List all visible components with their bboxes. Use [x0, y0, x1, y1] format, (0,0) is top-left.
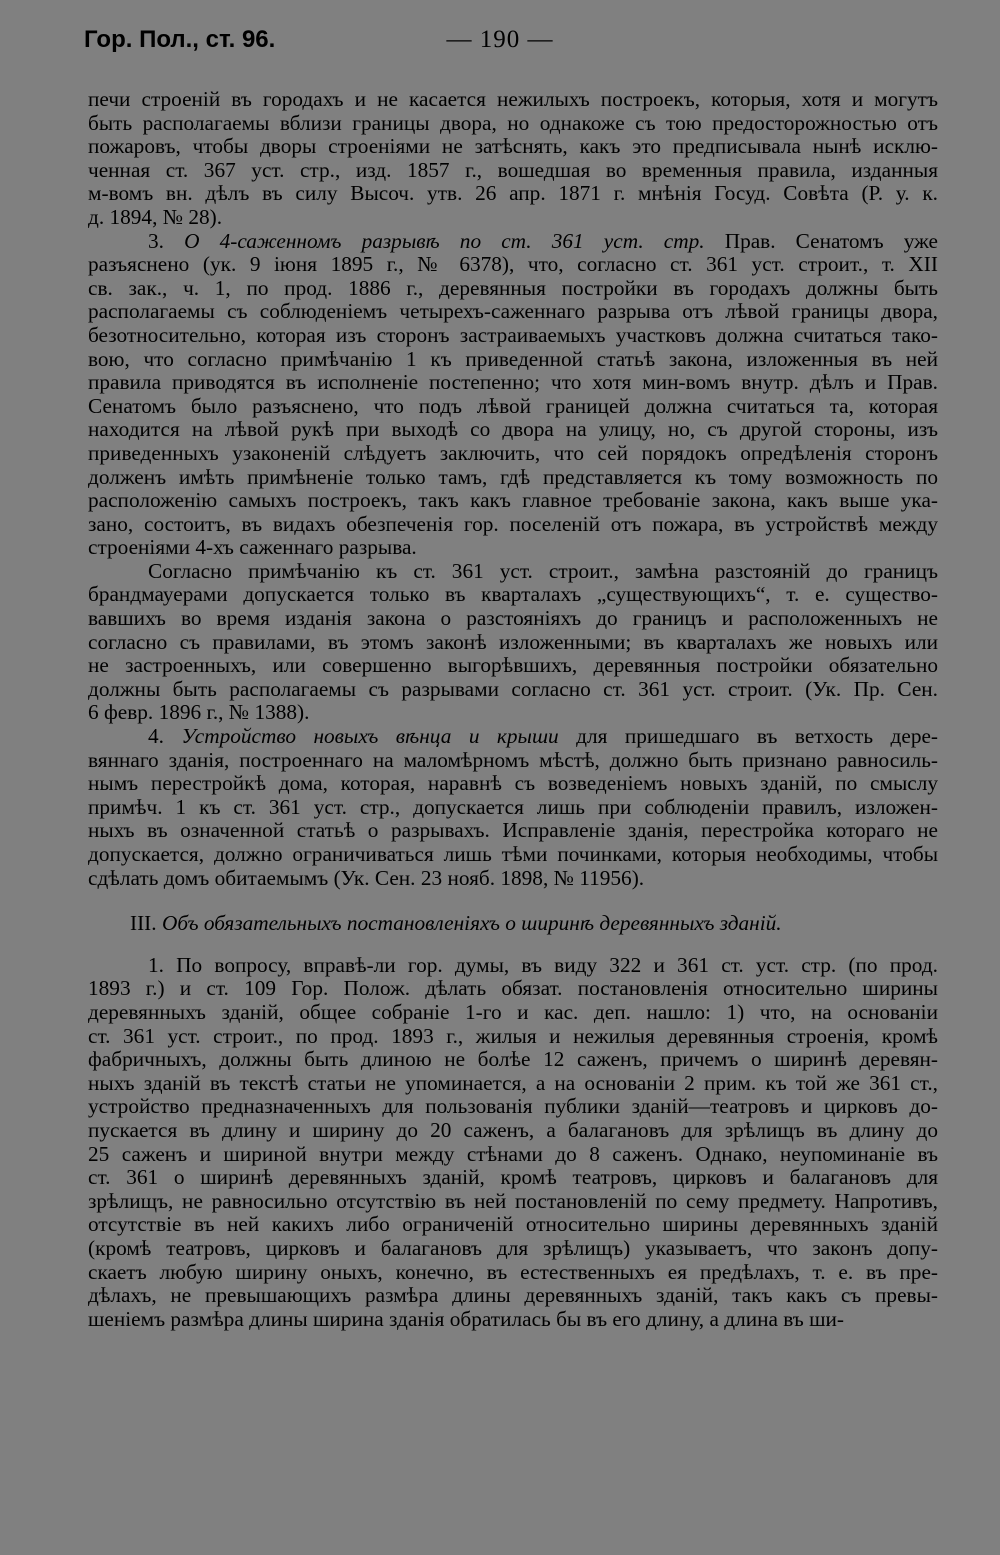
text-line: правила приводятся въ исполненіе постепенно; что хотя мин-вомъ внутр. дѣлъ и Прав. — [88, 370, 938, 395]
item-3-title: О 4-саженномъ разрывѣ по ст. 361 уст. стр. — [184, 228, 705, 253]
text-line: 4. Устройство новыхъ вѣнца и крыши для пришедшаго въ ветхость дере- — [148, 724, 939, 749]
text-line: Согласно примѣчанію къ ст. 361 уст. строит., замѣна разстояній до границъ — [148, 558, 938, 583]
text-line: св. зак., ч. 1, по прод. 1886 г., деревянныя постройки въ городахъ должны быть — [88, 275, 938, 300]
text-line: устройство предназначенныхъ для пользованія публики зданій—театровъ и цирковъ до- — [88, 1094, 938, 1119]
text-line: быть располагаемы вблизи границы двора, но однакоже съ тою предосторожностью отъ — [88, 110, 938, 135]
text-line: согласно съ правилами, въ этомъ законѣ изложенными; въ кварталахъ же новыхъ или — [88, 629, 938, 654]
section-title: Объ обязательныхъ постановленіяхъ о ширинѣ деревянныхъ зданій. — [161, 911, 782, 936]
text-line: расположенію самыхъ построекъ, такъ какъ главное требованіе закона, какъ выше ука- — [88, 488, 938, 513]
text-line: вою, что согласно примѣчанію 1 къ приведенной статьѣ закона, изложенныя въ ней — [88, 346, 938, 371]
text-line: (кромѣ театровъ, цирковъ и балагановъ для зрѣлищъ) указываетъ, что законъ допу- — [88, 1235, 938, 1260]
paragraph-note — [88, 560, 938, 725]
text-line: находится на лѣвой рукѣ при выходѣ со двора на улицу, но, съ другой стороны, изъ — [88, 417, 938, 442]
text-line: зрѣлищъ, не равносильно отсутствію въ ней постановленій по сему предмету. Напротивъ, — [88, 1188, 938, 1213]
text-line: зано, состоитъ, въ видахъ обезпеченія гор. поселеній отъ пожара, въ устройствѣ между — [88, 511, 938, 536]
paragraph-continued — [88, 88, 938, 230]
text-line: ныхъ зданій въ текстѣ статьи не упоминается, а на основаніи 2 прим. къ той же 361 ст., — [88, 1070, 938, 1095]
text-line: 1893 г.) и ст. 109 Гор. Полож. дѣлать обязат. постановленія относительно ширины — [88, 976, 938, 1001]
text-line: шеніемъ размѣра длины ширина зданія обратилась бы въ его длину, а длина въ ши- — [88, 1306, 845, 1331]
text-line: вавшихъ во время изданія закона о разстояніяхъ до границъ и расположенныхъ не — [88, 606, 938, 631]
text-line: печи строеній въ городахъ и не касается нежилыхъ построекъ, которыя, хотя и могутъ — [88, 87, 938, 111]
text-line: строеніями 4-хъ саженнаго разрыва. — [88, 535, 417, 560]
text-line: ныхъ въ означенной статьѣ о разрывахъ. Исправленіе зданія, перестройка котораго не — [88, 818, 938, 843]
text-line: располагаемы съ соблюденіемъ четырехъ-саженнаго разрыва отъ лѣвой границы двора, — [88, 299, 938, 324]
text-line: дѣлахъ, не превышающихъ размѣра длины деревянныхъ зданій, такъ какъ съ превы- — [88, 1283, 938, 1308]
page-number: — 190 — — [446, 26, 554, 53]
page-header — [0, 26, 1000, 62]
paragraph-item-4 — [88, 725, 938, 890]
section-heading: III. Объ обязательныхъ постановленіяхъ о ширинѣ деревянныхъ зданій. — [130, 911, 782, 936]
text-line: ченная ст. 367 уст. стр., изд. 1857 г., вошедшая во временныя правила, изданныя — [88, 157, 938, 182]
text-line: 1. По вопросу, вправѣ-ли гор. думы, въ виду 322 и 361 ст. уст. стр. (по прод. — [148, 952, 938, 977]
text-line: разъяснено (ук. 9 іюня 1895 г., № 6378), что, согласно ст. 361 уст. строит., т. XII — [88, 252, 938, 277]
text-line: ст. 361 о ширинѣ деревянныхъ зданій, кромѣ театровъ, цирковъ и балагановъ для — [88, 1165, 938, 1190]
text-line: брандмауерами допускается только въ кварталахъ „существующихъ“, т. е. существо- — [88, 582, 938, 607]
body-text — [88, 88, 938, 1331]
text-line: Сенатомъ было разъяснено, что подъ лѣвой границей должна считаться та, которая — [88, 393, 938, 418]
text-line: 25 саженъ и шириной внутри между стѣнами до 8 саженъ. Однако, неупоминаніе въ — [88, 1141, 938, 1166]
text-line: деревянныхъ зданій, общее собраніе 1-го и кас. деп. нашло: 1) что, на основаніи — [88, 999, 938, 1024]
text-line: не застроенныхъ, или совершенно выгорѣвшихъ, деревянныя постройки обязательно — [88, 653, 938, 678]
item-4-title: Устройство новыхъ вѣнца и крыши — [181, 724, 559, 749]
text-line: допускается, должно ограничиваться лишь тѣми починками, которыя необходимы, чтобы — [88, 842, 938, 866]
paragraph-item-3 — [88, 230, 938, 560]
text-line: пускается въ длину и ширину до 20 саженъ, а балагановъ для зрѣлищъ въ длину до — [88, 1117, 938, 1142]
text-line: должны быть располагаемы съ разрывами согласно ст. 361 уст. строит. (Ук. Пр. Сен. — [88, 676, 938, 701]
text-line: 6 февр. 1896 г., № 1388). — [88, 700, 310, 725]
text-line: д. 1894, № 28). — [88, 204, 223, 229]
text-line: пожаровъ, чтобы дворы строеніями не затѣснять, какъ это предписывала нынѣ исклю- — [88, 134, 938, 159]
text-line: нымъ перестройкѣ дома, которая, наравнѣ съ возведеніемъ новыхъ зданій, по смыслу — [88, 771, 938, 796]
text-line: фабричныхъ, должны быть длиною не болѣе 12 саженъ, причемъ о ширинѣ деревян- — [88, 1047, 938, 1072]
text-line: скаетъ любую ширину оныхъ, конечно, въ естественныхъ ея предѣлахъ, т. е. въ пре- — [88, 1259, 938, 1284]
text-line: безотносительно, которая изъ сторонъ застраиваемыхъ участковъ должна считаться тако- — [88, 322, 938, 347]
paragraph-section-1 — [88, 954, 938, 1332]
text-line: 3. О 4-саженномъ разрывѣ по ст. 361 уст. стр. Прав. Сенатомъ уже — [148, 228, 938, 253]
text-line: сдѣлать домъ обитаемымъ (Ук. Сен. 23 нояб. 1898, № 11956). — [88, 865, 645, 890]
text-line: отсутствіе въ ней какихъ либо ограниченій относительно ширины деревянныхъ зданій — [88, 1212, 938, 1237]
text-line: м-вомъ вн. дѣлъ въ силу Высоч. утв. 26 апр. 1871 г. мнѣнія Госуд. Совѣта (Р. у. к. — [88, 181, 938, 206]
text-line: вяннаго зданія, построеннаго на маломѣрномъ мѣстѣ, должно быть признано равносиль- — [88, 747, 938, 772]
text-line: ст. 361 уст. строит., по прод. 1893 г., жилыя и нежилыя деревянныя строенія, кромѣ — [88, 1023, 938, 1048]
text-line: примѣч. 1 къ ст. 361 уст. стр., допускается лишь при соблюденіи правилъ, изложен- — [88, 794, 938, 819]
running-title: Гор. Пол., ст. 96. — [84, 26, 276, 53]
text-line: долженъ имѣть примѣненіе только тамъ, гдѣ представляется къ тому возможность по — [88, 464, 938, 489]
text-line: приведенныхъ узаконеній слѣдуетъ заключить, что сей порядокъ опредѣленія сторонъ — [88, 440, 938, 465]
